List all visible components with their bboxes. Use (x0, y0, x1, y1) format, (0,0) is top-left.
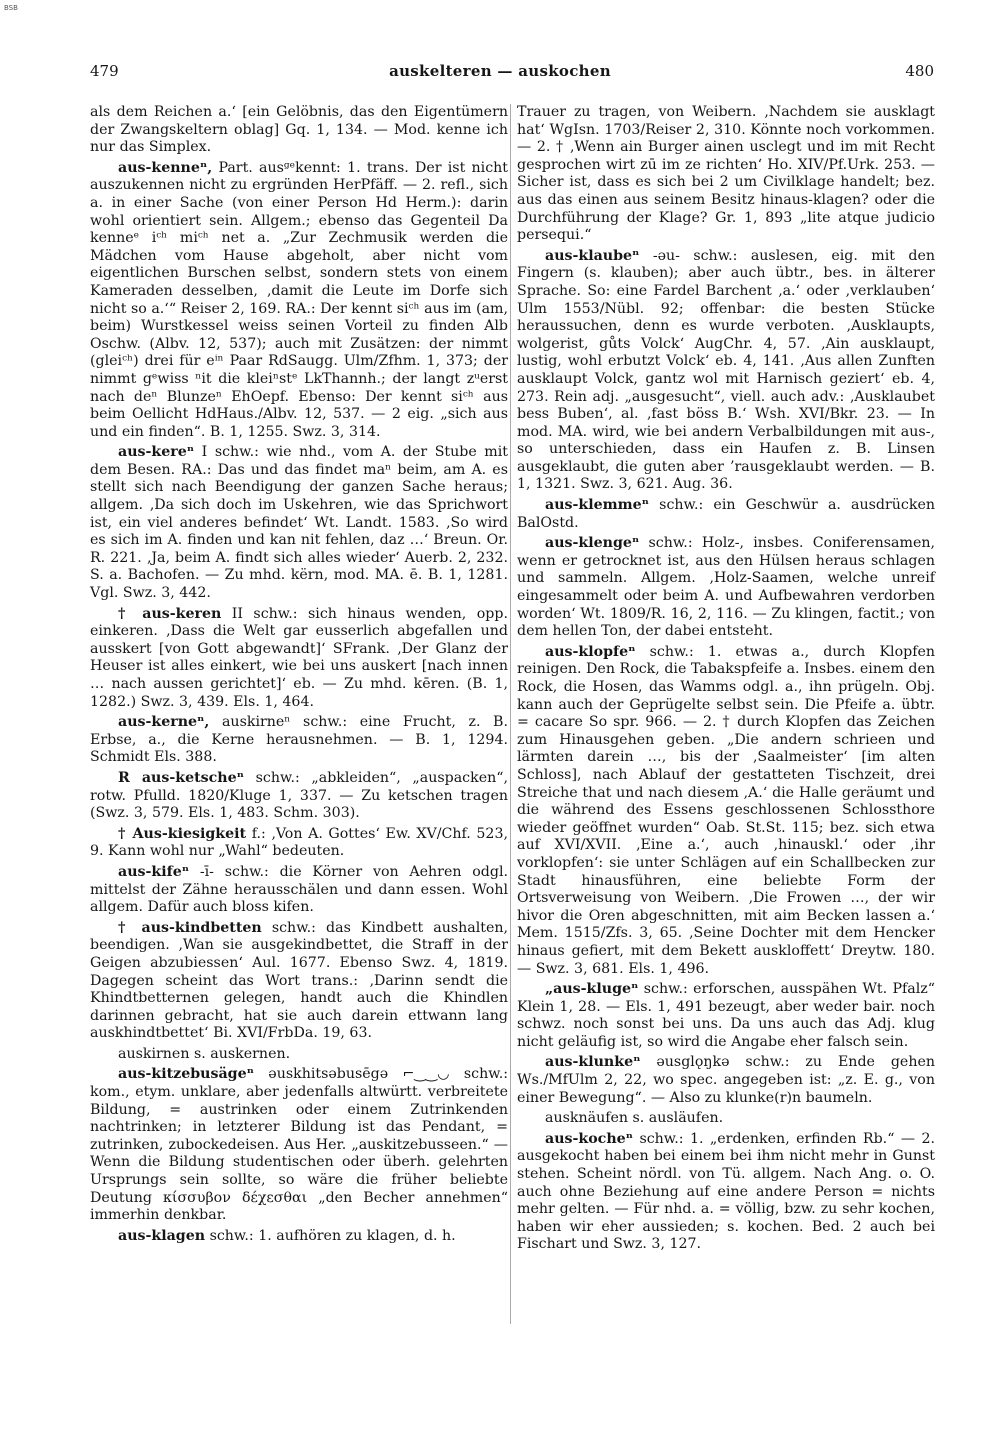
entry-headword: aus-kocheⁿ (545, 1130, 634, 1147)
dictionary-entry (90, 770, 508, 823)
entry-headword: aus-kereⁿ (118, 444, 195, 461)
entry-headword: aus-kenneⁿ, (118, 159, 213, 176)
dictionary-entry (517, 497, 935, 532)
left-column (90, 104, 508, 1248)
dictionary-entry (90, 1066, 508, 1224)
entry-headword: aus-klaubeⁿ (545, 247, 640, 264)
entry-headword: † aus-keren (118, 605, 222, 622)
continued-text (517, 104, 935, 245)
dictionary-entry (90, 1046, 508, 1064)
dictionary-entry (90, 864, 508, 917)
entry-headword: aus-kitzebusägeⁿ (118, 1066, 254, 1083)
entry-headword: aus-kerneⁿ, (118, 714, 210, 731)
entry-text: ausknäufen s. ausläufen. (545, 1110, 724, 1127)
entry-text: f.: ‚Von A. Gottes‘ Ew. XV/Chf. 523, 9. Kann wohl nur „Wahl“ bedeuten. (90, 825, 508, 860)
entry-headword: aus-klagen (118, 1227, 206, 1244)
dictionary-entry (90, 920, 508, 1043)
dictionary-entry (90, 444, 508, 602)
dictionary-entry (517, 644, 935, 978)
page-number-right: 480 (905, 62, 934, 80)
entry-headword: † aus-kindbetten (118, 919, 262, 936)
entry-text: II schw.: sich hinaus wenden, opp. einkeren. ‚Dass die Welt gar eusserlich abgefallen und ausskert [von Gott abgewandt]‘ SFrank. ‚Der Glanz der Heuser ist alles einkert, wie bei uns auskert [nach innen … nach aussen gerichtet]‘ eb. — Zu mhd. kēren. (B. 1, 1282.) Swz. 3, 439. Els. 1, 464. (90, 605, 508, 710)
entry-text: -əu- schw.: auslesen, eig. mit den Fingern (s. klauben); aber auch übtr., bes. in älterer Sprache. So: eine Fardel Barchent ‚a.‘ oder ‚verklauben‘ Ulm 1553/Nübl. 92; offenbar: die besten Stücke heraussuchen, denn es wurde verboten. ‚Ausklaupts, wolgerist, gůts Volck‘ AugChr. 4, 57. ‚Ain ausklaupt, lustig, wohl erbutzt Volck‘ eb. 4, 141. ‚Aus allen Zunften ausklaupt Volck, gantz wol mit Harnisch geziert‘ eb. 4, 273. Rein adj. „ausgesucht“, viell. auch adv.: ‚Ausklaubet bess Buben‘, al. ‚fast böss B.‘ Wsh. XVI/Bkr. 23. — In mod. MA. wird, wie bei andern Verbalbildungen mit aus-, so unterschieden, dass ein Haufen z. B. Linsen ausgeklaubt, die guten aber ’rausgeklaubt werden. — B. 1, 1321. Swz. 3, 621. Aug. 36. (517, 247, 935, 493)
dictionary-entry (90, 160, 508, 442)
entry-text: əusglǫŋkə schw.: zu Ende gehen Ws./MfUlm 2, 22, wo spec. angegeben ist: „z. E. g., von einer Bewegung“. — Also zu klunke(r)n baumeln. (517, 1054, 935, 1106)
entry-text: schw.: „abkleiden“, „auspacken“, rotw. Pfulld. 1820/Kluge 1, 337. — Zu ketschen tragen (Swz. 3, 579. Els. 1, 483. Schm. 303). (90, 769, 508, 822)
entry-headword: † Aus-kiesigkeit (118, 825, 247, 842)
dictionary-entry (517, 248, 935, 494)
entry-headword: aus-klunkeⁿ (545, 1054, 641, 1071)
entry-text: Trauer zu tragen, von Weibern. ‚Nachdem sie ausklagt hat‘ WgIsn. 1703/Reiser 2, 310. Könnte noch vorkommen. — 2. † ‚Wenn ain Burger ainen usclegt und im mit Recht gesprochen wirt zū im ze richten‘ Ho. XIV/Pf.Urk. 253. — Sicher ist, dass es sich bei 2 um Civilklage handelt; bez. aus das einen aus seinem Besitz hinaus-klagen? oder die Durchführung der Klage? Gr. 1, 893 „lite atque judicio persequi.“ (517, 104, 935, 244)
entry-text: schw.: das Kindbett aushalten, beendigen. ‚Wan sie ausgekindbettet, die Straff in der Geigen abzubiessen‘ Aul. 1677. Ebenso Swz. 4, 1819. Dagegen scheint das Wort trans.: ‚Darinn sendt die Khindtbetternen gelegen, handt auch die Khindlen darinnen gebracht, hat sie auch darein ettwann lang auskhindtbettet‘ Bi. XVI/FrbDa. 19, 63. (90, 919, 509, 1042)
column-divider (510, 104, 511, 1324)
dictionary-entry (90, 1228, 508, 1246)
entry-text: schw.: 1. aufhören zu klagen, d. h. (205, 1227, 456, 1244)
entry-text: əuskhitsəbusēgə ⌐‿‿◡ schw.: kom., etym. unklare, aber jedenfalls altwürtt. verbreitete Bildung, = austrinken oder einem Zutrinkenden nachtrinken; in letzterer Bildung ist das Pendant, = zutrinken, zubockedeisen. Aus Her. „auskitzebusseen.“ — Wenn die Bildung studentischen oder überh. gelehrten Ursprungs sein sollte, so wäre die früher beliebte Deutung κίσσυβον δέχεσθαι „den Becher annehmen“ immerhin denkbar. (90, 1066, 508, 1224)
entry-text: auskirneⁿ schw.: eine Frucht, z. B. Erbse, a., die Kerne herausnehmen. — B. 1, 1294. Schmidt Els. 388. (90, 714, 508, 766)
entry-headword: „aus-klugeⁿ (545, 981, 639, 998)
entry-text: schw.: 1. „erdenken, erfinden Rb.“ — 2. ausgekocht haben bei einem bei ihm nicht mehr in Gunst stehen. Scheint nördl. von Tü. allgem. Nach Ang. o. O. auch ohne Beziehung auf eine andere Person = nichts mehr gelten. — Für nhd. a. = völlig, bzw. zu sehr kochen, haben wir eher aussieden; s. kochen. Bed. 2 auch bei Fischart und Swz. 3, 127. (517, 1130, 935, 1253)
entry-headword: R aus-ketscheⁿ (118, 769, 244, 786)
entry-text: schw.: erforschen, ausspähen Wt. Pfalz“ Klein 1, 28. — Els. 1, 491 bezeugt, aber weder bair. noch schwz. noch sonst bei uns. Da uns auch das Adj. klug nicht geläufig ist, so wird die Angabe eher falsch sein. (517, 981, 935, 1050)
dictionary-entry (517, 1110, 935, 1128)
dictionary-entry (517, 535, 935, 641)
dictionary-entry (517, 1054, 935, 1107)
page-number-left: 479 (90, 62, 119, 80)
entry-text: als dem Reichen a.‘ [ein Gelöbnis, das den Eigentümern der Zwangskeltern oblag] Gq. 1, 134. — Mod. kenne ich nur das Simplex. (90, 104, 508, 156)
entry-text: Part. ausᵍᵉkennt: 1. trans. Der ist nicht auszukennen nicht zu ergründen HerPfäff. — 2. refl., sich a. in einer Sache (von einer Person Hd Herm.): darin wohl orientiert sein. Allgem.; ebenso das Gegenteil Da kenneᵉ iᶜʰ miᶜʰ net a. „Zur Zechmusik werden die Mädchen vom Hause abgeholt, aber nicht vom eigentlichen Burschen selbst, sondern stets von einem Kameraden desselben, ‚damit die Leute im Dorfe sich nicht so a.‘“ Reiser 2, 169. RA.: Der kennt siᶜʰ aus im (am, beim) Wurstkessel weiss seinen Vorteil zu finden Alb Oschw. (Albv. 12, 537); auch mit Zusätzen: der nimmt (gleiᶜʰ) drei für eⁱⁿ Paar RdSaugg. Ulm/Zfhm. 1, 373; der nimmt gᵉwiss ⁿit die kleiⁿstᵉ LkThannh.; der langt zᵘerst nach deⁿ Blunzeⁿ EhOepf. Ebenso: Der kennt siᶜʰ aus beim Oellicht HdHaus./Albv. 12, 537. — 2 eig. „sich aus und ein finden“. B. 1, 1255. Swz. 3, 314. (90, 159, 508, 440)
continued-text (90, 104, 508, 157)
entry-text: auskirnen s. auskernen. (118, 1045, 291, 1062)
entry-headword: aus-klemmeⁿ (545, 497, 650, 514)
entry-text: schw.: Holz-, insbes. Coniferensamen, wenn er getrocknet ist, aus den Hülsen heraus schlagen und sammeln. Allgem. ‚Holz-Saamen, welche unreif eingesammelt oder beim A. und Aufbewahren verdorben worden‘ Wt. 1809/R. 16, 2, 116. — Zu klingen, factit.; von dem hellen Ton, der dabei entsteht. (517, 535, 935, 640)
right-column (517, 104, 935, 1257)
dictionary-entry (517, 981, 935, 1051)
dictionary-entry (90, 714, 508, 767)
library-stamp: BSB (4, 4, 18, 12)
entry-headword: aus-kifeⁿ (118, 863, 190, 880)
entry-headword: aus-klengeⁿ (545, 535, 640, 552)
dictionary-entry (90, 826, 508, 861)
dictionary-entry (517, 1131, 935, 1254)
dictionary-entry (90, 606, 508, 712)
entry-text: schw.: 1. etwas a., durch Klopfen reinigen. Den Rock, die Tabakspfeife a. Insbes. einem den Rock, die Hosen, das Wamms odgl. a., ihn prügeln. Obj. kann auch der Geprügelte selbst sein. Die Pfeife a. übtr. = cacare So spr. 966. — 2. † durch Klopfen das Zeichen zum Hinausgehen geben. „Die andern schrieen und lärmten darein …, bis der ‚Saalmeister‘ [im alten Schloss], nach Ablauf der gestatteten Tischzeit, drei Streiche that und nach diesem ‚A.‘ die Halle geräumt und die während des Essens geschlossenen Schlossthore wieder geöffnet wurden“ Oab. St.St. 115; bez. sich etwa auf XVI/XVII. ‚Eine a.‘, auch ‚hinauskl.‘ oder ‚ihr vorklopfen‘: sie unter Schlägen auf ein Schallbecken zur Stadt hinausführen, eine beliebte Form der Ortsverweisung von Weibern. ‚Die Frowen …, der wir hivor die Oren abgeschnitten, mit aim Becken lassen a.‘ Mem. 1515/Zfs. 3, 65. ‚Seine Dochter mit dem Hencker hinaus gefiert, mit dem Bekett auskloffett‘ Dreytw. 180. — Swz. 3, 681. Els. 1, 496. (517, 643, 935, 977)
running-head: auskelteren — auskochen (389, 62, 611, 80)
entry-text: -ī- schw.: die Körner von Aehren odgl. mittelst der Zähne herausschälen und dann essen. Wohl allgem. Dafür auch bloss kifen. (90, 863, 508, 916)
entry-text: schw.: ein Geschwür a. ausdrücken BalOstd. (517, 497, 935, 531)
entry-text: I schw.: wie nhd., vom A. der Stube mit dem Besen. RA.: Das und das findet maⁿ beim, am A. es stellt sich nach Beendigung der ganzen Sache heraus; allgem. ‚Da sich doch im Uskehren, wie das Sprichwort ist, ein viel anderes befindet‘ Wt. Landt. 1583. ‚So wird es sich im A. finden und kan nit fehlen, daz …‘ Breun. Or. R. 221. ‚Ja, beim A. findt sich alles wieder‘ Auerb. 2, 232. S. a. Bachofen. — Zu mhd. kërn, mod. MA. ē. B. 1, 1281. Vgl. Swz. 3, 442. (90, 444, 508, 602)
entry-headword: aus-klopfeⁿ (545, 643, 636, 660)
